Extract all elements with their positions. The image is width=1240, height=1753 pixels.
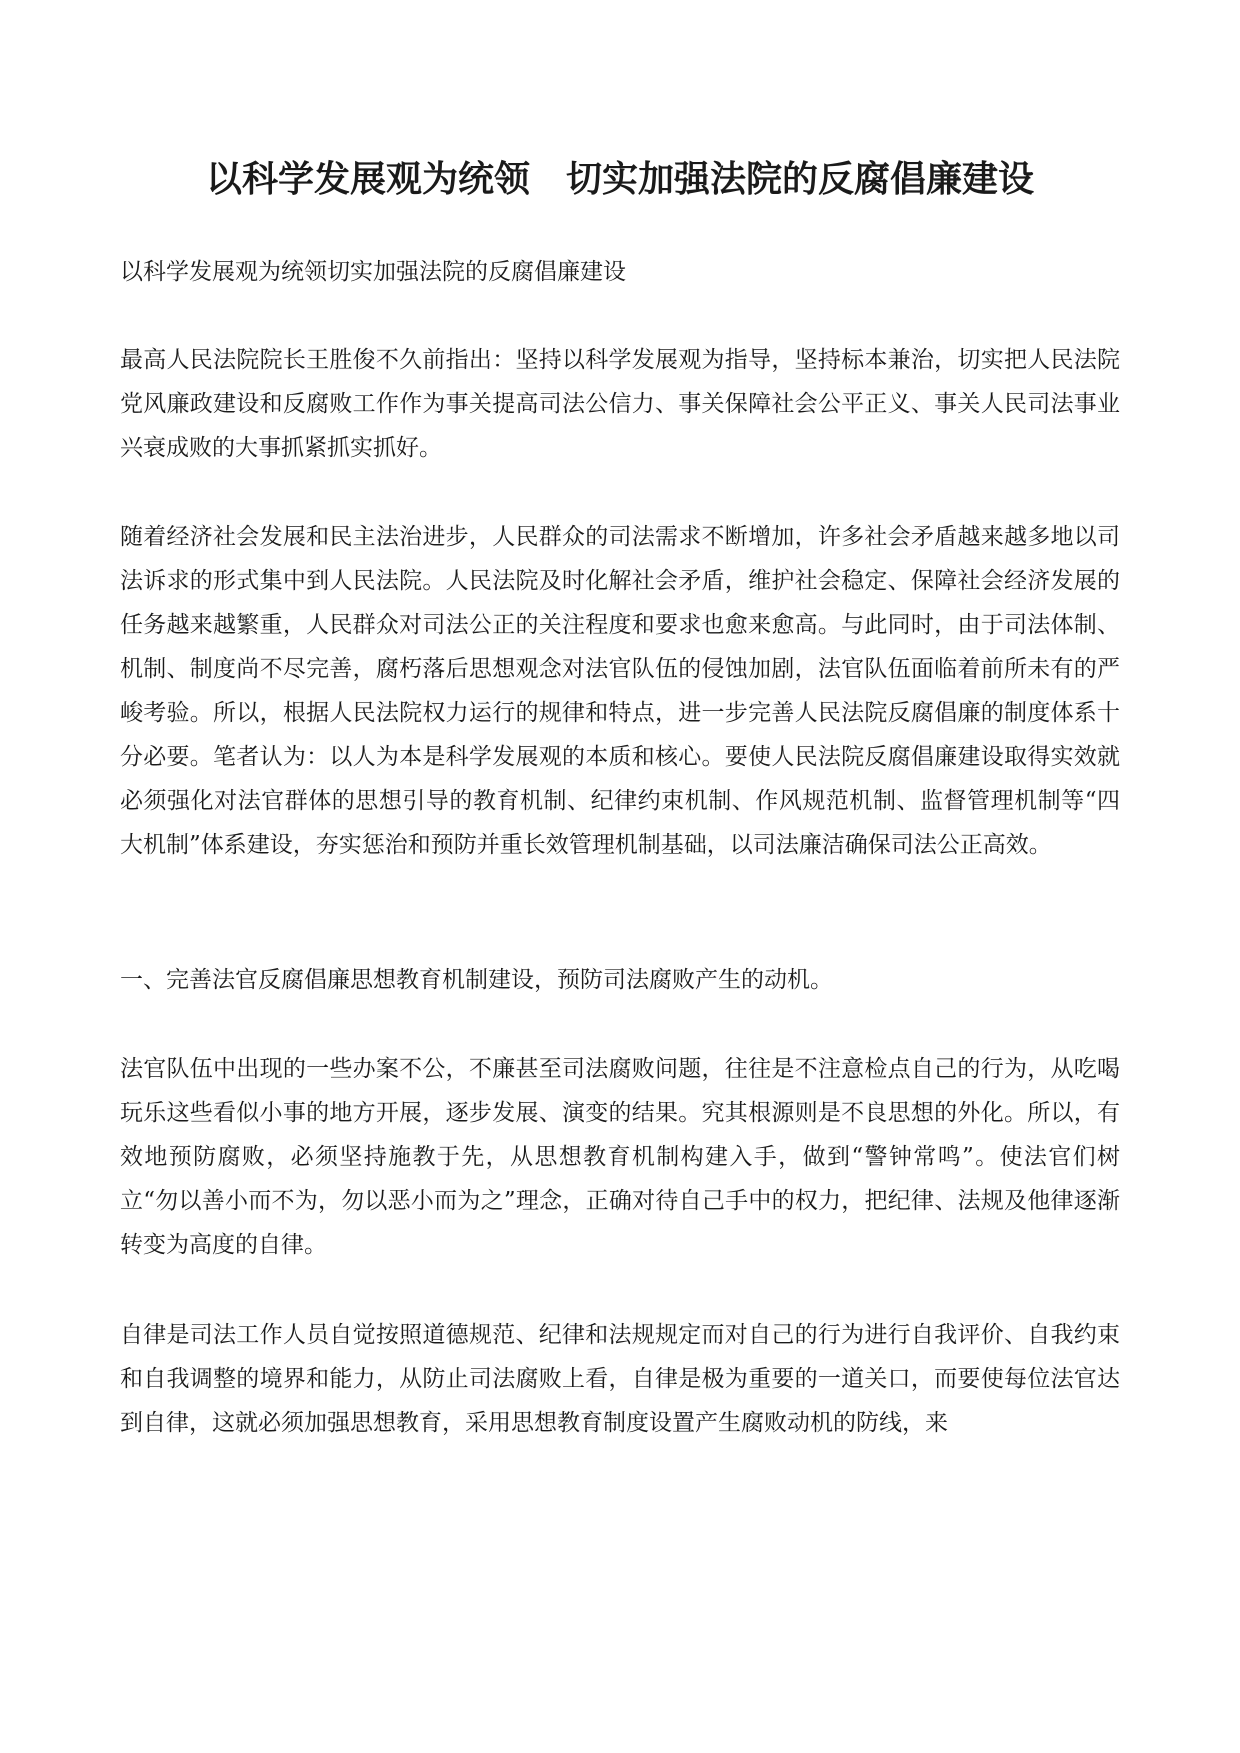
paragraph-intro: 最高人民法院院长王胜俊不久前指出：坚持以科学发展观为指导，坚持标本兼治，切实把人民法院党风廉政建设和反腐败工作作为事关提高司法公信力、事关保障社会公平正义、事关人民司法事业兴衰成败的大事抓紧抓实抓好。 [120, 347, 1120, 461]
paragraph-section-1: 法官队伍中出现的一些办案不公，不廉甚至司法腐败问题，往往是不注意检点自己的行为，从吃喝玩乐这些看似小事的地方开展，逐步发展、演变的结果。究其根源则是不良思想的外化。所以，有效地预防腐败，必须坚持施教于先，从思想教育机制构建入手，做到“警钟常鸣”。使法官们树立“勿以善小而不为，勿以恶小而为之”理念，正确对待自己手中的权力，把纪律、法规及他律逐渐转变为高度的自律。 [120, 1056, 1120, 1258]
title-part-1: 以科学发展观为统领 [205, 159, 530, 200]
paragraph-background: 随着经济社会发展和民主法治进步，人民群众的司法需求不断增加，许多社会矛盾越来越多地以司法诉求的形式集中到人民法院。人民法院及时化解社会矛盾，维护社会稳定、保障社会经济发展的任务越来越繁重，人民群众对司法公正的关注程度和要求也愈来愈高。与此同时，由于司法体制、机制、制度尚不尽完善，腐朽落后思想观念对法官队伍的侵蚀加剧，法官队伍面临着前所未有的严峻考验。所以，根据人民法院权力运行的规律和特点，进一步完善人民法院反腐倡廉的制度体系十分必要。笔者认为：以人为本是科学发展观的本质和核心。要使人民法院反腐倡廉建设取得实效就必须强化对法官群体的思想引导的教育机制、纪律约束机制、作风规范机制、监督管理机制等“四大机制”体系建设，夯实惩治和预防并重长效管理机制基础，以司法廉洁确保司法公正高效。 [120, 524, 1120, 858]
section-heading-1: 一、完善法官反腐倡廉思想教育机制建设，预防司法腐败产生的动机。 [120, 967, 833, 993]
paragraph-self-discipline: 自律是司法工作人员自觉按照道德规范、纪律和法规规定而对自己的行为进行自我评价、自我约束和自我调整的境界和能力，从防止司法腐败上看，自律是极为重要的一道关口，而要使每位法官达到自律，这就必须加强思想教育，采用思想教育制度设置产生腐败动机的防线，来 [120, 1322, 1120, 1436]
document-title [120, 150, 1120, 210]
title-part-2: 切实加强法院的反腐倡廉建设 [566, 159, 1035, 200]
document-subtitle: 以科学发展观为统领切实加强法院的反腐倡廉建设 [120, 259, 626, 285]
